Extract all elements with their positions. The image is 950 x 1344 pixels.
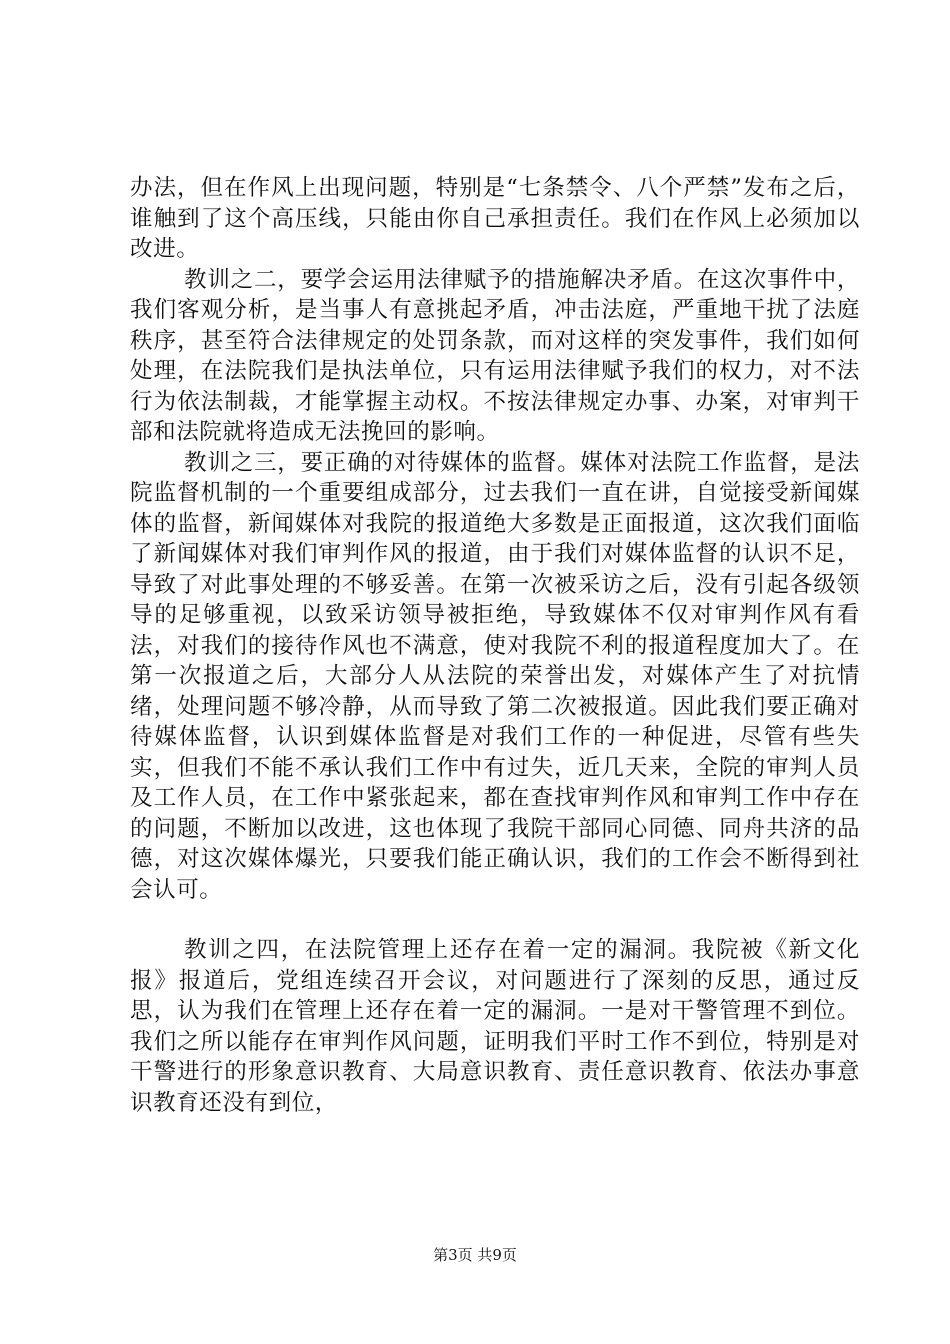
page-footer: 第3页 共9页 [433, 1246, 517, 1264]
paragraph-lesson-two: 教训之二，要学会运用法律赋予的措施解决矛盾。在这次事件中，我们客观分析，是当事人有意挑起矛盾，冲击法庭，严重地干扰了法庭秩序，甚至符合法律规定的处罚条款，而对这样的突发事件，我们如何处理，在法院我们是执法单位，只有运用法律赋予我们的权力，对不法行为依法制裁，才能掌握主动权。不按法律规定办事、办案，对审判干部和法院就将造成无法挽回的影响。 [130, 266, 860, 445]
paragraph-lesson-three: 教训之三，要正确的对待媒体的监督。媒体对法院工作监督，是法院监督机制的一个重要组成部分，过去我们一直在讲，自觉接受新闻媒体的监督，新闻媒体对我院的报道绝大多数是正面报道，这次我们面临了新闻媒体对我们审判作风的报道，由于我们对媒体监督的认识不足，导致了对此事处理的不够妥善。在第一次被采访之后，没有引起各级领导的足够重视，以致采访领导被拒绝，导致媒体不仅对审判作风有看法，对我们的接待作风也不满意，使对我院不利的报道程度加大了。在第一次报道之后，大部分人从法院的荣誉出发，对媒体产生了对抗情绪，处理问题不够冷静，从而导致了第二次被报道。因此我们要正确对待媒体监督，认识到媒体监督是对我们工作的一种促进，尽管有些失实，但我们不能不承认我们工作中有过失，近几天来，全院的审判人员及工作人员，在工作中紧张起来，都在查找审判作风和审判工作中存在的问题，不断加以改进，这也体现了我院干部同心同德、同舟共济的品德，对这次媒体爆光，只要我们能正确认识，我们的工作会不断得到社会认可。 [130, 449, 860, 903]
document-body [130, 173, 860, 1118]
paragraph-lesson-four: 教训之四，在法院管理上还存在着一定的漏洞。我院被《新文化报》报道后，党组连续召开会议，对问题进行了深刻的反思，通过反思，认为我们在管理上还存在着一定的漏洞。一是对干警管理不到位。我们之所以能存在审判作风问题，证明我们平时工作不到位，特别是对干警进行的形象意识教育、大局意识教育、责任意识教育、依法办事意识教育还没有到位， [130, 937, 860, 1116]
paragraph-spacer [130, 905, 860, 935]
paragraph-continuation: 办法，但在作风上出现问题，特别是“七条禁令、八个严禁”发布之后，谁触到了这个高压线，只能由你自己承担责任。我们在作风上必须加以改进。 [130, 175, 860, 262]
